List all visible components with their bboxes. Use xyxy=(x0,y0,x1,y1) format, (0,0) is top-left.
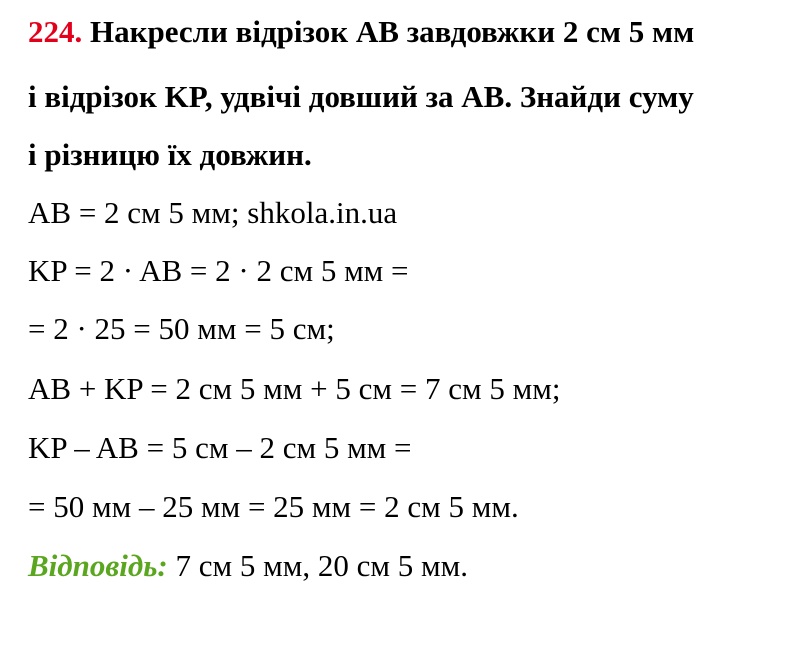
solution-line-6: = 50 мм – 25 мм = 25 мм = 2 см 5 мм. xyxy=(28,489,519,524)
answer-line xyxy=(28,546,468,586)
answer-text: 7 см 5 мм, 20 см 5 мм. xyxy=(175,548,468,583)
solution-line-5: KP – AB = 5 см – 2 см 5 мм = xyxy=(28,430,412,465)
solution-line-1: AB = 2 см 5 мм; shkola.in.ua xyxy=(28,195,398,230)
task-text-3: і різницю їх довжин. xyxy=(28,137,312,172)
answer-label: Відповідь: xyxy=(28,548,168,583)
solution-line-4: AB + KP = 2 см 5 мм + 5 см = 7 см 5 мм; xyxy=(28,371,561,406)
task-text-1: Накресли відрізок AB завдовжки 2 см 5 мм xyxy=(90,14,695,49)
solution-line-3: = 2 · 25 = 50 мм = 5 см; xyxy=(28,311,335,346)
task-line-2 xyxy=(28,77,694,117)
task-line-3 xyxy=(28,135,312,175)
task-number: 224. xyxy=(28,14,83,49)
solution-line-2: KP = 2 · AB = 2 · 2 см 5 мм = xyxy=(28,253,409,288)
task-line-1 xyxy=(28,12,694,52)
task-text-2: і відрізок KP, удвічі довший за AB. Знайди суму xyxy=(28,79,694,114)
